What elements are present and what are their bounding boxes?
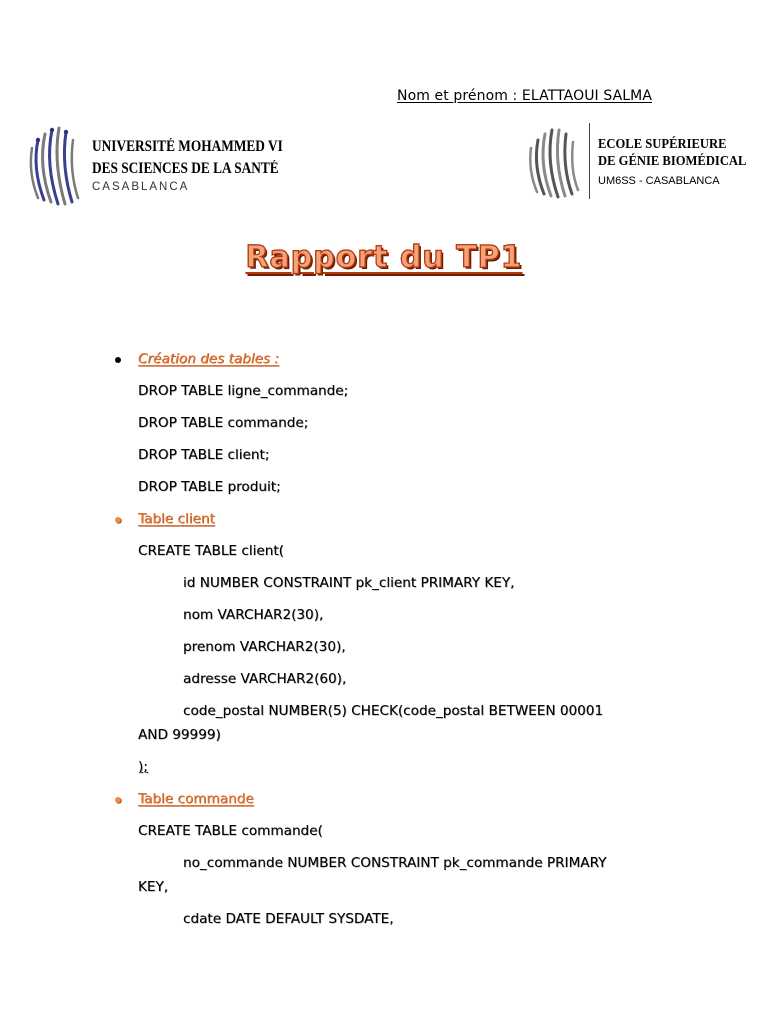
bullet-icon bbox=[115, 517, 121, 523]
code-line: KEY, bbox=[138, 879, 169, 895]
code-line: cdate DATE DEFAULT SYSDATE, bbox=[183, 911, 394, 927]
university-name bbox=[92, 136, 314, 193]
school-name bbox=[598, 136, 763, 187]
code-line: id NUMBER CONSTRAINT pk_client PRIMARY KEY, bbox=[183, 575, 515, 591]
esgb-logo bbox=[525, 122, 763, 200]
code-line: DROP TABLE commande; bbox=[138, 415, 309, 431]
logo-divider bbox=[589, 123, 590, 199]
code-line: code_postal NUMBER(5) CHECK(code_postal BETWEEN 00001 bbox=[183, 703, 604, 719]
school-emblem-icon bbox=[525, 122, 583, 200]
code-line: nom VARCHAR2(30), bbox=[183, 607, 324, 623]
report-title: Rapport du TP1 bbox=[245, 240, 523, 275]
code-line: DROP TABLE produit; bbox=[138, 479, 281, 495]
university-name-line1: UNIVERSITÉ MOHAMMED VI bbox=[92, 137, 283, 155]
code-line: prenom VARCHAR2(30), bbox=[183, 639, 346, 655]
section-heading-commande: Table commande bbox=[138, 791, 254, 807]
code-line: CREATE TABLE commande( bbox=[138, 823, 323, 839]
section-heading-creation: Création des tables : bbox=[138, 351, 279, 367]
code-line: adresse VARCHAR2(60), bbox=[183, 671, 347, 687]
university-city: CASABLANCA bbox=[92, 180, 190, 193]
code-line: ); bbox=[138, 759, 148, 775]
code-line: AND 99999) bbox=[138, 727, 221, 743]
bullet-icon bbox=[115, 797, 121, 803]
um6ss-logo bbox=[26, 118, 314, 210]
code-line: DROP TABLE ligne_commande; bbox=[138, 383, 349, 399]
section-heading-client: Table client bbox=[138, 511, 215, 527]
school-name-line2: DE GÉNIE BIOMÉDICAL bbox=[598, 153, 747, 169]
author-line: Nom et prénom : ELATTAOUI SALMA bbox=[397, 88, 653, 104]
school-name-line1: ECOLE SUPÉRIEURE bbox=[598, 136, 727, 152]
bullet-icon bbox=[115, 357, 121, 363]
university-emblem-icon bbox=[26, 118, 84, 210]
code-line: DROP TABLE client; bbox=[138, 447, 270, 463]
code-line: CREATE TABLE client( bbox=[138, 543, 284, 559]
school-city: UM6SS - CASABLANCA bbox=[598, 174, 720, 187]
university-name-line2: DES SCIENCES DE LA SANTÉ bbox=[92, 159, 279, 177]
code-line: no_commande NUMBER CONSTRAINT pk_commande PRIMARY bbox=[183, 855, 607, 871]
